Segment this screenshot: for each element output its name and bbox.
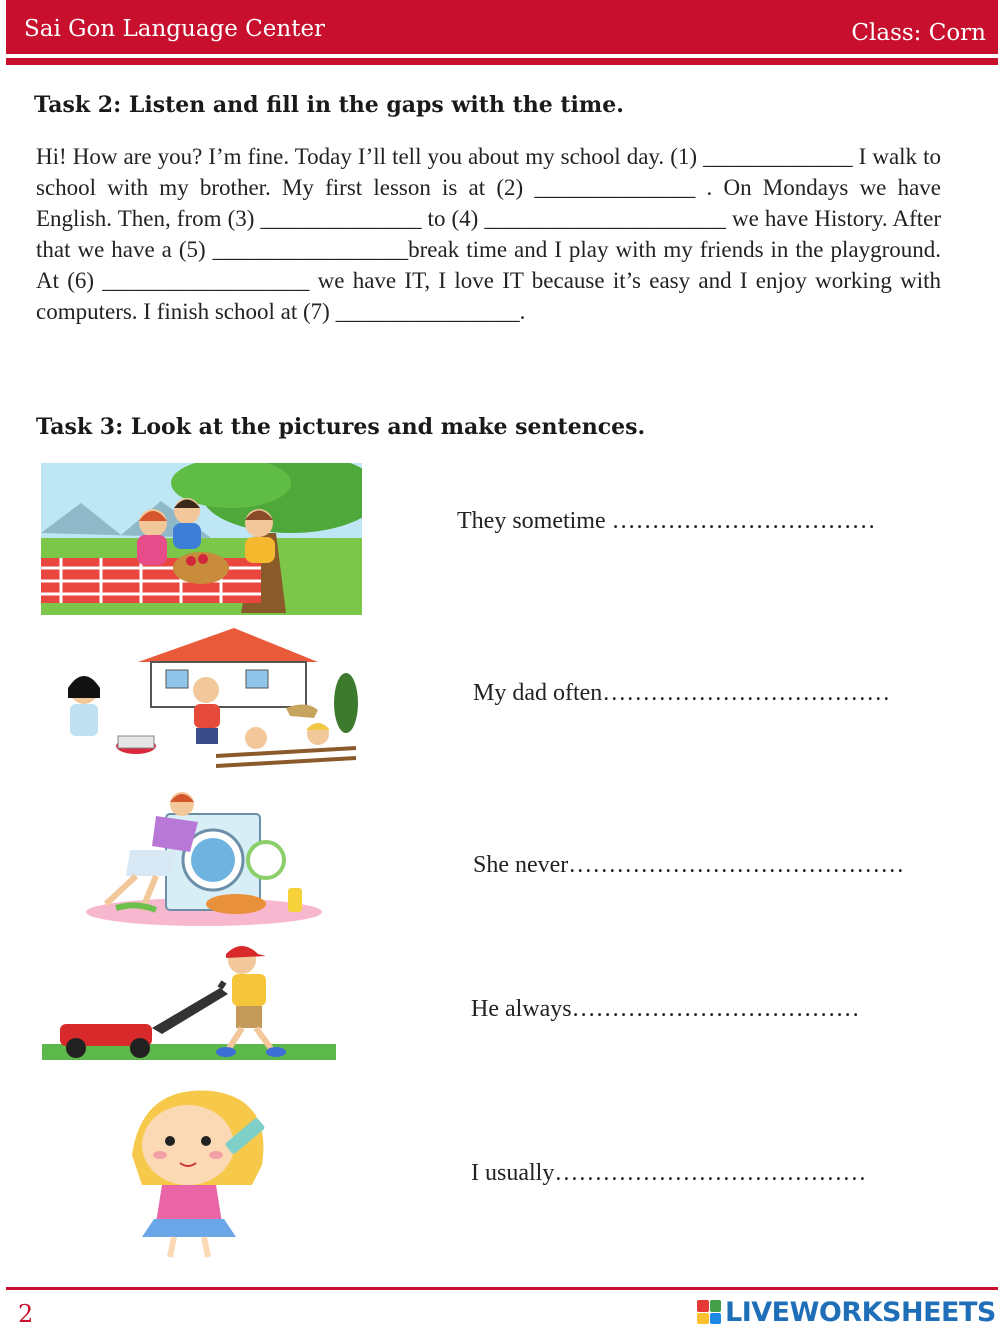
laundry-illustration <box>86 792 322 928</box>
class-label: Class: Corn <box>851 20 986 46</box>
picnic-illustration <box>41 463 362 615</box>
girl-combing-hair-illustration <box>112 1085 284 1261</box>
sentence-2: My dad often……………………………… <box>473 680 891 706</box>
painting-house-illustration <box>56 628 362 770</box>
sentence-1: They sometime …………………………… <box>457 508 876 534</box>
sentence-3: She never…………………………………… <box>473 852 905 878</box>
footer-divider <box>6 1287 998 1290</box>
task2-paragraph: Hi! How are you? I’m fine. Today I’ll tell you about my school day. (1) _____________ I walk to school with my brother. My first lesson is at (2) ______________ . On Mondays we have English. Then, from (3) ______________ to (4) _____________________ we have History. After that we have a (5) _________________break time and I play with my friends in the playground. At (6) __________________ we have IT, I love IT because it’s easy and I enjoy working with computers. I finish school at (7) ________________. <box>36 144 941 324</box>
mowing-illustration <box>42 938 336 1060</box>
sentence-4: He always……………………………… <box>471 996 860 1022</box>
header-divider <box>6 58 998 65</box>
task3-title: Task 3: Look at the pictures and make sentences. <box>36 414 646 440</box>
brand-name: LIVEWORKSHEETS <box>725 1296 996 1328</box>
page-number: 2 <box>18 1300 34 1328</box>
center-name: Sai Gon Language Center <box>24 16 326 42</box>
sentence-5: I usually………………………………… <box>471 1160 867 1186</box>
header-bar <box>6 0 998 57</box>
liveworksheets-logo[interactable] <box>697 1295 996 1329</box>
task2-title: Task 2: Listen and fill in the gaps with the time. <box>34 92 624 118</box>
liveworksheets-icon <box>697 1300 721 1324</box>
